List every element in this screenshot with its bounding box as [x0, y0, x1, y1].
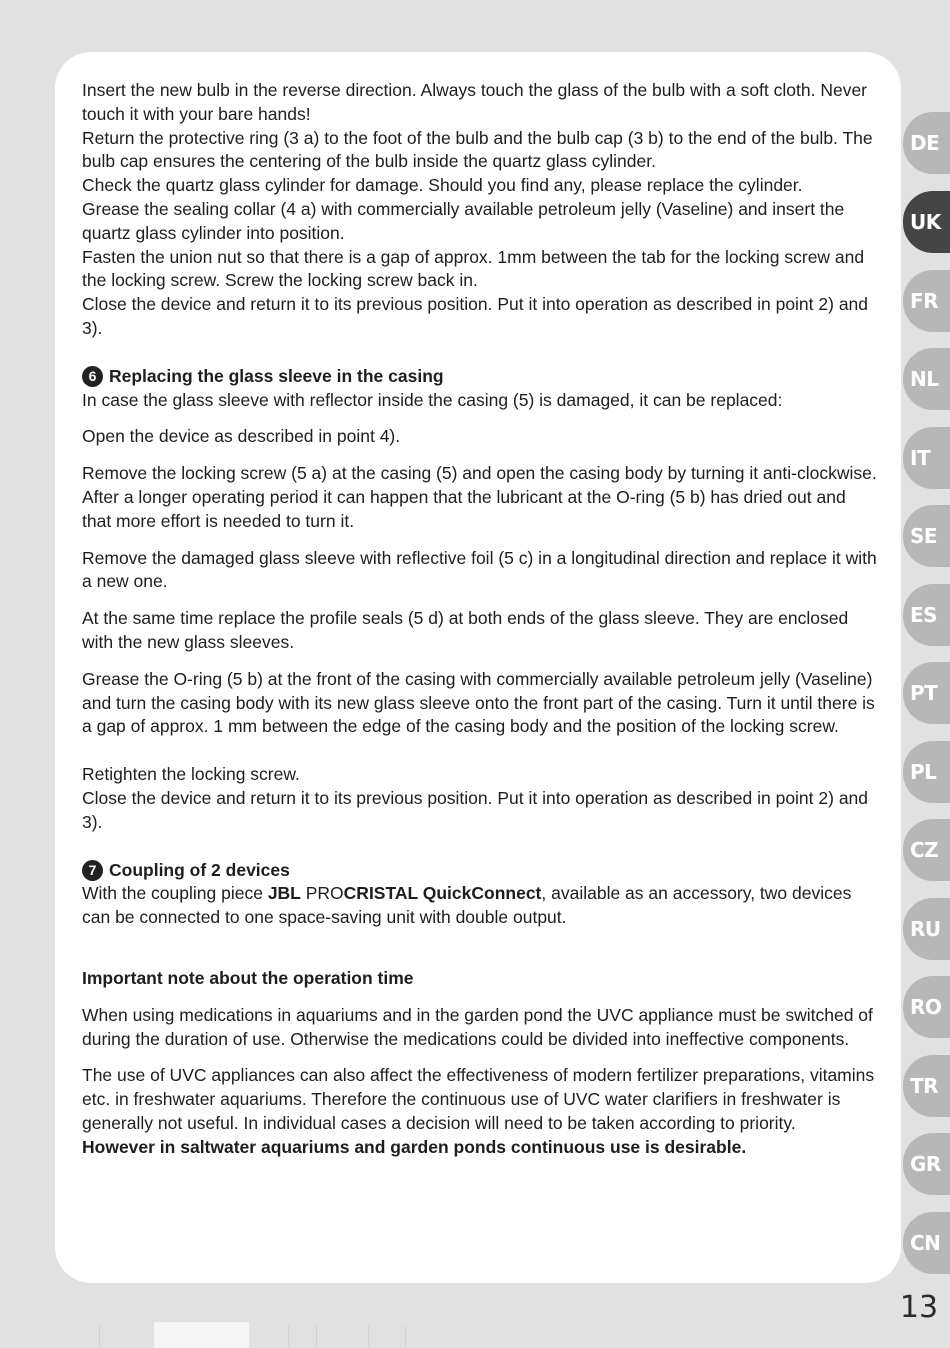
language-tab-es[interactable]: ES: [903, 584, 950, 646]
language-tab-nl[interactable]: NL: [903, 348, 950, 410]
paragraph-union-nut: Fasten the union nut so that there is a gap of approx. 1mm between the tab for the locking screw and the locking screw. Screw the locking screw back in.: [82, 246, 865, 291]
language-tab-cn[interactable]: CN: [903, 1212, 950, 1274]
language-tab-tr[interactable]: TR: [903, 1055, 950, 1117]
paragraph-check-cylinder: Check the quartz glass cylinder for damage. Should you find any, please replace the cylinder.: [82, 175, 803, 196]
section-7-product: CRISTAL QuickConnect: [343, 883, 542, 904]
section-7-text-before: With the coupling piece: [82, 883, 268, 904]
section-6-step-grease-oring: Grease the O-ring (5 b) at the front of the casing with commercially available petroleum jelly (Vaseline) and turn the casing body with its new glass sleeve onto the front part of the casing. Turn it until there is a gap of approx. 1 mm between the edge of the casing body and the position of the locking screw.: [82, 668, 875, 737]
footer-decoration: [154, 1322, 249, 1348]
footer-divider: [368, 1326, 369, 1348]
language-tab-fr[interactable]: FR: [903, 270, 950, 332]
section-7-text: [82, 882, 877, 930]
footer-divider: [288, 1326, 289, 1348]
section-6-step-remove-sleeve: Remove the damaged glass sleeve with reflective foil (5 c) in a longitudinal direction and replace it with a new one.: [82, 547, 877, 592]
footer-divider: [99, 1326, 100, 1348]
language-tab-it[interactable]: IT: [903, 427, 950, 489]
language-tab-uk[interactable]: UK: [903, 191, 950, 253]
section-7-pro: PRO: [300, 883, 344, 904]
paragraph-protective-ring: Return the protective ring (3 a) to the foot of the bulb and the bulb cap (3 b) to the end of the bulb. The bulb cap ensures the centering of the bulb inside the quartz glass cylinder.: [82, 127, 873, 172]
section-6-step-close: Close the device and return it to its previous position. Put it into operation as described in point 2) and 3).: [82, 787, 869, 832]
section-6-number-badge: 6: [82, 366, 103, 387]
section-7-number-badge: 7: [82, 860, 103, 881]
note-heading: Important note about the operation time: [82, 967, 414, 988]
section-6-step-open: Open the device as described in point 4).: [82, 426, 401, 447]
section-6-intro: In case the glass sleeve with reflector inside the casing (5) is damaged, it can be replaced:: [82, 389, 783, 410]
footer-divider: [405, 1326, 406, 1348]
language-tab-cz[interactable]: CZ: [903, 819, 950, 881]
language-tab-ru[interactable]: RU: [903, 898, 950, 960]
note-paragraph-medications: When using medications in aquariums and in the garden pond the UVC appliance must be switched of during the duration of use. Otherwise the medications could be divided into ineffective components.: [82, 1004, 873, 1049]
language-tab-gr[interactable]: GR: [903, 1133, 950, 1195]
language-tab-pt[interactable]: PT: [903, 662, 950, 724]
section-6-step-profile-seals: At the same time replace the profile seals (5 d) at both ends of the glass sleeve. They are enclosed with the new glass sleeves.: [82, 608, 849, 652]
page-number: 13: [899, 1290, 939, 1325]
section-7-text-after: , available as an accessory, two devices can be connected to one space-saving unit with double output.: [82, 883, 852, 928]
language-tab-ro[interactable]: RO: [903, 976, 950, 1038]
paragraph-grease-collar: Grease the sealing collar (4 a) with commercially available petroleum jelly (Vaseline) and insert the quartz glass cylinder into position.: [82, 198, 845, 243]
page-content: [82, 79, 877, 1159]
section-7-heading: [82, 859, 877, 883]
language-tab-de[interactable]: DE: [903, 112, 950, 174]
section-7-brand: JBL: [267, 883, 301, 904]
section-7-title: Coupling of 2 devices: [109, 859, 290, 880]
note-paragraph-saltwater: However in saltwater aquariums and garden ponds continuous use is desirable.: [82, 1136, 747, 1157]
note-paragraph-fertilizer: The use of UVC appliances can also affect the effectiveness of modern fertilizer preparations, vitamins etc. in freshwater aquariums. Therefore the continuous use of UVC water clarifiers in freshwater is generally not useful. In individual cases a decision will need to be taken according to priority.: [82, 1065, 875, 1133]
section-6-title: Replacing the glass sleeve in the casing: [109, 365, 444, 386]
section-6-step-remove-screw: Remove the locking screw (5 a) at the casing (5) and open the casing body by turning it anti-clockwise. After a longer operating period it can happen that the lubricant at the O-ring (5 b) has dried out and that more effort is needed to turn it.: [82, 463, 877, 531]
language-tab-pl[interactable]: PL: [903, 741, 950, 803]
footer-divider: [316, 1326, 317, 1348]
paragraph-insert-bulb: Insert the new bulb in the reverse direction. Always touch the glass of the bulb with a soft cloth. Never touch it with your bare hands!: [82, 80, 868, 124]
section-6-heading: [82, 365, 877, 389]
language-tab-se[interactable]: SE: [903, 505, 950, 567]
section-6-step-retighten: Retighten the locking screw.: [82, 764, 300, 785]
paragraph-close-device: Close the device and return it to its previous position. Put it into operation as described in point 2) and 3).: [82, 294, 869, 338]
